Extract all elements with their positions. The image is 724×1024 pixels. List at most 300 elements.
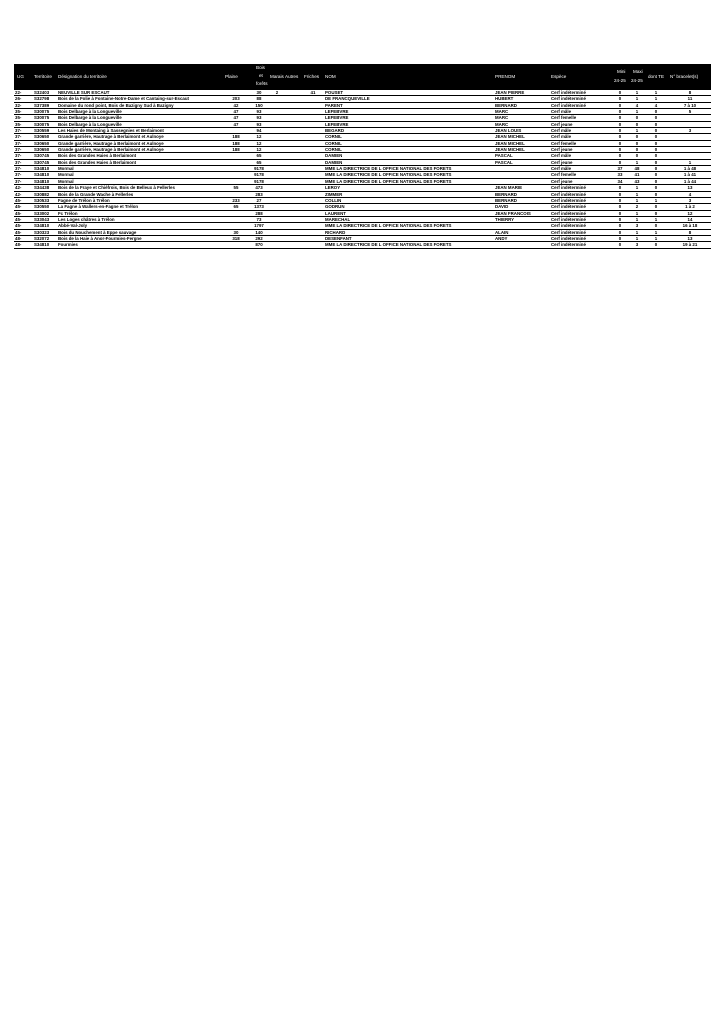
- cell-bois-forets: 73: [256, 216, 262, 222]
- cell-designation: Bois du Nouchement à Eppe sauvage: [58, 229, 137, 235]
- cell-prenom: THIERRY: [495, 216, 515, 222]
- cell-maxi: 2: [635, 204, 639, 210]
- cell-plaine: 30: [233, 229, 239, 235]
- cell-ug: 35-: [15, 115, 22, 121]
- header-mini-1: Mini: [617, 69, 626, 74]
- cell-bracelets: 1 à 41: [683, 172, 697, 178]
- cell-dont-te: 0: [654, 121, 658, 127]
- cell-prenom: PASCAL: [495, 159, 513, 165]
- header-dont-te: dont TE: [648, 74, 665, 79]
- cell-maxi: 1: [635, 96, 639, 102]
- cell-prenom: ALAIN: [495, 229, 509, 235]
- cell-territoire: S30650: [34, 134, 50, 140]
- cell-mini: 0: [618, 229, 622, 235]
- cell-territoire: S30075: [34, 115, 50, 121]
- cell-ug: 48-: [15, 235, 22, 241]
- cell-bois-forets: 12: [256, 147, 262, 153]
- cell-nom: CORNIL: [325, 147, 342, 153]
- header-autres: Autres: [285, 74, 299, 79]
- cell-designation: Bois de la Fraye et Chiéfrois, Bois de Belleux à Fellerles: [58, 185, 175, 191]
- cell-territoire: S32798: [34, 96, 50, 102]
- cell-designation: La Fagne à Wallers-en-Fagne et Trélon: [58, 204, 139, 210]
- cell-espece: Cerf jeune: [551, 178, 573, 184]
- cell-bracelets: 3: [688, 197, 692, 203]
- cell-nom: POUSET: [325, 90, 344, 95]
- cell-designation: NEUVILLE SUR ESCAUT: [58, 90, 110, 95]
- cell-espece: Cerf indéterminé: [551, 197, 586, 203]
- cell-bois-forets: 65: [256, 153, 262, 159]
- cell-ug: 42-: [15, 185, 22, 191]
- header-plaine: Plaine: [225, 74, 238, 79]
- cell-prenom: BERNARD: [495, 197, 517, 203]
- cell-bracelets: 14: [687, 216, 693, 222]
- cell-ug: 37-: [15, 172, 22, 178]
- cell-mini: 0: [618, 140, 622, 146]
- cell-mini: 0: [618, 223, 622, 229]
- cell-dont-te: 1: [654, 90, 658, 95]
- header-territoire: Territoire: [34, 74, 52, 79]
- cell-territoire: S32072: [34, 235, 50, 241]
- header-designation: Désignation du territoire: [58, 74, 107, 79]
- cell-territoire: S30323: [34, 229, 50, 235]
- cell-nom: BEGARD: [325, 128, 345, 134]
- cell-espece: Cerf indéterminé: [551, 90, 586, 95]
- cell-ug: 37-: [15, 147, 22, 153]
- cell-prenom: JEAN MICHEL: [495, 140, 525, 146]
- cell-bracelets: 1 à 48: [683, 166, 697, 172]
- cell-designation: Abbé-Val-Joly: [58, 223, 88, 229]
- cell-prenom: JEAN PIERRE: [495, 90, 525, 95]
- cell-territoire: S34438: [34, 185, 50, 191]
- cell-ug: 37-: [15, 128, 22, 134]
- cell-espece: Cerf mâle: [551, 166, 572, 172]
- cell-bois-forets: 292: [255, 235, 263, 241]
- cell-mini: 0: [618, 134, 622, 140]
- cell-designation: Bois des Grandes Haies à Berlaimont: [58, 159, 137, 165]
- cell-mini: 0: [618, 147, 622, 153]
- cell-mini: 0: [618, 121, 622, 127]
- cell-mini: 0: [618, 90, 622, 95]
- cell-nom: LEFEBVRE: [325, 109, 349, 115]
- cell-dont-te: 0: [654, 210, 658, 216]
- cell-dont-te: 0: [654, 191, 658, 197]
- cell-dont-te: 1: [654, 216, 658, 222]
- cell-espece: Cerf indéterminé: [551, 102, 586, 108]
- cell-espece: Cerf indéterminé: [551, 229, 586, 235]
- cell-bracelets: 4: [688, 191, 692, 197]
- cell-territoire: S34810: [34, 166, 50, 172]
- cell-mini: 0: [618, 109, 622, 115]
- cell-plaine: 47: [233, 121, 239, 127]
- cell-maxi: 1: [635, 128, 639, 134]
- cell-territoire: S30533: [34, 197, 50, 203]
- cell-designation: Bois Delbarge à la Longueville: [58, 115, 122, 121]
- cell-nom: DE FRANCQUEVILLE: [325, 96, 370, 102]
- cell-territoire: S34810: [34, 172, 50, 178]
- cell-ug: 37-: [15, 166, 22, 172]
- cell-dont-te: 1: [654, 96, 658, 102]
- cell-bois-forets: 9178: [254, 166, 264, 172]
- cell-mini: 37: [617, 166, 623, 172]
- cell-maxi: 0: [635, 147, 639, 153]
- cell-nom: MARECHAL: [325, 216, 351, 222]
- cell-territoire: S30650: [34, 147, 50, 153]
- cell-ug: 35-: [15, 121, 22, 127]
- cell-nom: DESENFANT: [325, 235, 352, 241]
- cell-mini: 34: [617, 178, 623, 184]
- cell-ug: 37-: [15, 134, 22, 140]
- cell-dont-te: 1: [654, 229, 658, 235]
- cell-bois-forets: 140: [255, 229, 263, 235]
- cell-mini: 0: [618, 235, 622, 241]
- cell-dont-te: 0: [654, 166, 658, 172]
- cell-bois-forets: 1373: [254, 204, 264, 210]
- cell-nom: DAMIEN: [325, 159, 343, 165]
- cell-prenom: BERNARD: [495, 102, 517, 108]
- cell-ug: 37-: [15, 153, 22, 159]
- cell-plaine: 188: [232, 140, 240, 146]
- cell-bois-forets: 93: [256, 115, 262, 121]
- cell-designation: Mormal: [58, 172, 74, 178]
- cell-designation: Les Loges châtres à Trélon: [58, 216, 115, 222]
- cell-nom: COLLIN: [325, 197, 342, 203]
- cell-espece: Cerf indéterminé: [551, 210, 586, 216]
- cell-designation: Bois de la Haie à Anor-Fourmies-Fergne: [58, 235, 142, 241]
- cell-prenom: MARC: [495, 109, 509, 115]
- cell-nom: LAURENT: [325, 210, 346, 216]
- cell-maxi: 0: [635, 134, 639, 140]
- cell-territoire: S32403: [34, 90, 50, 95]
- cell-mini: 0: [618, 128, 622, 134]
- cell-ug: 26-: [15, 96, 22, 102]
- cell-maxi: 48: [634, 166, 640, 172]
- cell-maxi: 1: [635, 191, 639, 197]
- cell-territoire: S30075: [34, 109, 50, 115]
- cell-bracelets: 12: [687, 210, 693, 216]
- cell-territoire: S37389: [34, 102, 50, 108]
- cell-prenom: JEAN MICHEL: [495, 134, 525, 140]
- cell-espece: Cerf mâle: [551, 128, 572, 134]
- header-maxi-1: Maxi: [633, 69, 643, 74]
- cell-plaine: 233: [232, 197, 240, 203]
- cell-designation: Fagne de Trélon à Trélon: [58, 197, 110, 203]
- cell-bois-forets: 9178: [254, 178, 264, 184]
- cell-mini: 0: [618, 102, 622, 108]
- cell-territoire: S34810: [34, 242, 50, 248]
- cell-prenom: BERNARD: [495, 191, 517, 197]
- cell-prenom: HUBERT: [495, 96, 514, 102]
- cell-ug: 45-: [15, 216, 22, 222]
- cell-bracelets: 16 à 18: [682, 223, 698, 229]
- cell-nom: ZIMMER: [325, 191, 343, 197]
- cell-mini: 0: [618, 191, 622, 197]
- cell-designation: Fc Trélon: [58, 210, 78, 216]
- cell-maxi: 0: [635, 115, 639, 121]
- cell-dont-te: 0: [654, 153, 658, 159]
- cell-territoire: S33043: [34, 216, 50, 222]
- cell-espece: Cerf indéterminé: [551, 216, 586, 222]
- header-bracelets: N° bracelet(s): [670, 74, 699, 79]
- cell-bois-forets: 473: [255, 185, 263, 191]
- cell-designation: Bois des Grandes Haies à Berlaimont: [58, 153, 137, 159]
- cell-nom: MME LA DIRECTRICE DE L OFFICE NATIONAL DES FORETS: [325, 242, 452, 248]
- cell-territoire: S30745: [34, 159, 50, 165]
- cell-espece: Cerf jeune: [551, 147, 573, 153]
- header-bois-3: forêts: [256, 81, 268, 86]
- attribution-table: [14, 64, 711, 249]
- cell-territoire: S30550: [34, 204, 50, 210]
- cell-bracelets: 1 à 2: [685, 204, 695, 210]
- cell-dont-te: 0: [654, 147, 658, 153]
- cell-plaine: 188: [232, 147, 240, 153]
- cell-espece: Cerf mâle: [551, 109, 572, 115]
- header-bois-1: Bois: [256, 65, 265, 70]
- cell-espece: Cerf femelle: [551, 115, 577, 121]
- cell-prenom: ANDY: [495, 235, 508, 241]
- cell-mini: 0: [618, 242, 622, 248]
- cell-dont-te: 0: [654, 204, 658, 210]
- cell-mini: 0: [618, 96, 622, 102]
- cell-designation: Bois de la Folie à Fontaine-Notre-Dame et Cantaing-sur-Escaut: [58, 96, 190, 102]
- cell-nom: MME LA DIRECTRICE DE L OFFICE NATIONAL DES FORETS: [325, 172, 452, 178]
- cell-dont-te: 0: [654, 185, 658, 191]
- header-marais: Marais: [270, 74, 284, 79]
- cell-maxi: 0: [635, 121, 639, 127]
- cell-nom: LEROY: [325, 185, 341, 191]
- cell-prenom: JEAN MARIE: [495, 185, 523, 191]
- cell-dont-te: 0: [654, 134, 658, 140]
- cell-dont-te: 0: [654, 172, 658, 178]
- cell-bois-forets: 288: [255, 210, 263, 216]
- header-espece: Espèce: [551, 74, 567, 79]
- cell-espece: Cerf indéterminé: [551, 185, 586, 191]
- cell-espece: Cerf mâle: [551, 134, 572, 140]
- cell-designation: Grande garrière, Hautrage à Berlaimont et Aulnoye: [58, 140, 164, 146]
- cell-bois-forets: 88: [256, 96, 262, 102]
- cell-nom: LEFEBVRE: [325, 121, 349, 127]
- cell-plaine: 318: [232, 235, 240, 241]
- cell-nom: DAMIEN: [325, 153, 343, 159]
- cell-nom: MME LA DIRECTRICE DE L OFFICE NATIONAL DES FORETS: [325, 178, 452, 184]
- cell-plaine: 42: [233, 102, 239, 108]
- cell-prenom: JEAN LOUIS: [495, 128, 522, 134]
- cell-dont-te: 1: [654, 197, 658, 203]
- cell-ug: 45-: [15, 204, 22, 210]
- cell-nom: CORNIL: [325, 134, 342, 140]
- cell-plaine: 47: [233, 115, 239, 121]
- cell-espece: Cerf indéterminé: [551, 204, 586, 210]
- cell-maxi: 43: [634, 178, 640, 184]
- header-prenom: PRENOM: [495, 74, 516, 79]
- cell-territoire: S34810: [34, 178, 50, 184]
- cell-ug: 45-: [15, 229, 22, 235]
- cell-bracelets: 3: [688, 128, 692, 134]
- cell-mini: 0: [618, 210, 622, 216]
- cell-designation: Domaine du rond point, Bois de Bazigny Sud à Bazigny: [58, 102, 174, 108]
- cell-plaine: 188: [232, 134, 240, 140]
- cell-designation: Les Haies de Montaing à Sassegnies et Berlaimont: [58, 128, 164, 134]
- cell-ug: 37-: [15, 140, 22, 146]
- cell-dont-te: 0: [654, 109, 658, 115]
- cell-bois-forets: 150: [255, 102, 263, 108]
- cell-bracelets: 13: [687, 185, 693, 191]
- cell-espece: Cerf indéterminé: [551, 96, 586, 102]
- cell-nom: GODRUN: [325, 204, 345, 210]
- cell-maxi: 41: [634, 172, 640, 178]
- cell-designation: Bois de la Grande Wache à Fellerles: [58, 191, 134, 197]
- cell-maxi: 1: [635, 159, 639, 165]
- cell-designation: Grande garrière, Hautrage à Berlaimont et Aulnoye: [58, 147, 164, 153]
- cell-ug: 22-: [15, 90, 22, 95]
- cell-maxi: 1: [635, 197, 639, 203]
- cell-designation: Grande garrière, Hautrage à Berlaimont et Aulnoye: [58, 134, 164, 140]
- cell-bois-forets: 93: [256, 109, 262, 115]
- cell-bois-forets: 12: [256, 134, 262, 140]
- cell-bracelets: 7 à 10: [683, 102, 697, 108]
- cell-designation: Bois Delbarge à la Longueville: [58, 109, 122, 115]
- cell-ug: 48-: [15, 242, 22, 248]
- header-ug: UG: [17, 74, 24, 79]
- cell-dont-te: 0: [654, 159, 658, 165]
- table-row: [14, 242, 711, 248]
- cell-mini: 0: [618, 159, 622, 165]
- header-bois-2: et: [259, 73, 263, 78]
- cell-territoire: S34810: [34, 223, 50, 229]
- cell-designation: Fourmies: [58, 242, 78, 248]
- cell-nom: MME LA DIRECTRICE DE L OFFICE NATIONAL DES FORETS: [325, 223, 452, 229]
- cell-mini: 33: [617, 172, 623, 178]
- table-body: [14, 90, 711, 249]
- cell-espece: Cerf indéterminé: [551, 191, 586, 197]
- cell-mini: 0: [618, 153, 622, 159]
- cell-prenom: MARC: [495, 115, 509, 121]
- cell-bracelets: 1 à 44: [683, 178, 697, 184]
- cell-territoire: S30559: [34, 128, 50, 134]
- cell-bracelets: 19 à 21: [682, 242, 698, 248]
- cell-plaine: 47: [233, 109, 239, 115]
- cell-dont-te: 0: [654, 140, 658, 146]
- cell-bois-forets: 93: [256, 121, 262, 127]
- cell-maxi: 1: [635, 229, 639, 235]
- header-nom: NOM: [325, 74, 336, 79]
- cell-bois-forets: 1797: [254, 223, 264, 229]
- cell-dont-te: 4: [654, 102, 658, 108]
- cell-plaine: 203: [232, 96, 240, 102]
- cell-dont-te: 0: [654, 115, 658, 121]
- cell-maxi: 3: [635, 242, 639, 248]
- cell-prenom: JEAN FRANCOIS: [495, 210, 531, 216]
- cell-prenom: PASCAL: [495, 153, 513, 159]
- cell-bois-forets: 870: [255, 242, 263, 248]
- cell-bois-forets: 283: [255, 191, 263, 197]
- cell-bois-forets: 30: [256, 90, 262, 95]
- cell-territoire: S30882: [34, 191, 50, 197]
- cell-nom: MME LA DIRECTRICE DE L OFFICE NATIONAL DES FORETS: [325, 166, 452, 172]
- cell-bois-forets: 9178: [254, 172, 264, 178]
- cell-maxi: 1: [635, 210, 639, 216]
- cell-designation: Mormal: [58, 178, 74, 184]
- cell-bois-forets: 94: [256, 128, 262, 134]
- cell-marais: 2: [275, 90, 279, 95]
- cell-friches: 41: [310, 90, 316, 95]
- cell-espece: Cerf jeune: [551, 121, 573, 127]
- cell-maxi: 0: [635, 153, 639, 159]
- cell-maxi: 3: [635, 223, 639, 229]
- cell-plaine: 55: [233, 185, 239, 191]
- cell-territoire: S30650: [34, 140, 50, 146]
- cell-maxi: 0: [635, 140, 639, 146]
- cell-dont-te: 0: [654, 223, 658, 229]
- cell-prenom: DAVID: [495, 204, 509, 210]
- cell-ug: 37-: [15, 178, 22, 184]
- cell-espece: Cerf indéterminé: [551, 223, 586, 229]
- cell-maxi: 1: [635, 90, 639, 95]
- cell-mini: 0: [618, 115, 622, 121]
- cell-espece: Cerf jeune: [551, 159, 573, 165]
- cell-dont-te: 0: [654, 178, 658, 184]
- cell-bois-forets: 12: [256, 140, 262, 146]
- cell-espece: Cerf mâle: [551, 153, 572, 159]
- cell-ug: 42-: [15, 191, 22, 197]
- cell-ug: 45-: [15, 210, 22, 216]
- cell-bracelets: 8: [688, 229, 692, 235]
- cell-nom: RICHARD: [325, 229, 346, 235]
- cell-maxi: 1: [635, 216, 639, 222]
- cell-territoire: S30075: [34, 121, 50, 127]
- cell-bracelets: 11: [687, 96, 693, 102]
- cell-maxi: 1: [635, 109, 639, 115]
- cell-prenom: JEAN MICHEL: [495, 147, 525, 153]
- cell-espece: Cerf femelle: [551, 172, 577, 178]
- cell-ug: 37-: [15, 159, 22, 165]
- cell-espece: Cerf femelle: [551, 140, 577, 146]
- cell-designation: Mormal: [58, 166, 74, 172]
- cell-designation: Bois Delbarge à la Longueville: [58, 121, 122, 127]
- cell-bois-forets: 27: [256, 197, 262, 203]
- cell-bracelets: 8: [688, 90, 692, 95]
- cell-ug: 45-: [15, 223, 22, 229]
- header-friches: Friches: [304, 74, 320, 79]
- cell-dont-te: 0: [654, 128, 658, 134]
- cell-maxi: 1: [635, 235, 639, 241]
- cell-mini: 0: [618, 185, 622, 191]
- cell-nom: PARENT: [325, 102, 343, 108]
- cell-ug: 32-: [15, 102, 22, 108]
- table-header: [14, 64, 711, 90]
- header-maxi-2: 24-25: [631, 78, 643, 83]
- cell-nom: LEFEBVRE: [325, 115, 349, 121]
- cell-nom: CORNIL: [325, 140, 342, 146]
- cell-territoire: S33002: [34, 210, 50, 216]
- cell-territoire: S30745: [34, 153, 50, 159]
- cell-maxi: 1: [635, 185, 639, 191]
- cell-mini: 0: [618, 216, 622, 222]
- cell-espece: Cerf indéterminé: [551, 242, 586, 248]
- cell-ug: 35-: [15, 109, 22, 115]
- cell-dont-te: 0: [654, 242, 658, 248]
- cell-bracelets: 1: [688, 159, 692, 165]
- cell-bracelets: 13: [687, 235, 693, 241]
- cell-mini: 0: [618, 204, 622, 210]
- cell-mini: 0: [618, 197, 622, 203]
- cell-prenom: MARC: [495, 121, 509, 127]
- cell-espece: Cerf indéterminé: [551, 235, 586, 241]
- cell-maxi: 4: [635, 102, 639, 108]
- cell-ug: 45-: [15, 197, 22, 203]
- header-mini-2: 24-25: [614, 78, 626, 83]
- cell-bracelets: 5: [688, 109, 692, 115]
- cell-bois-forets: 65: [256, 159, 262, 165]
